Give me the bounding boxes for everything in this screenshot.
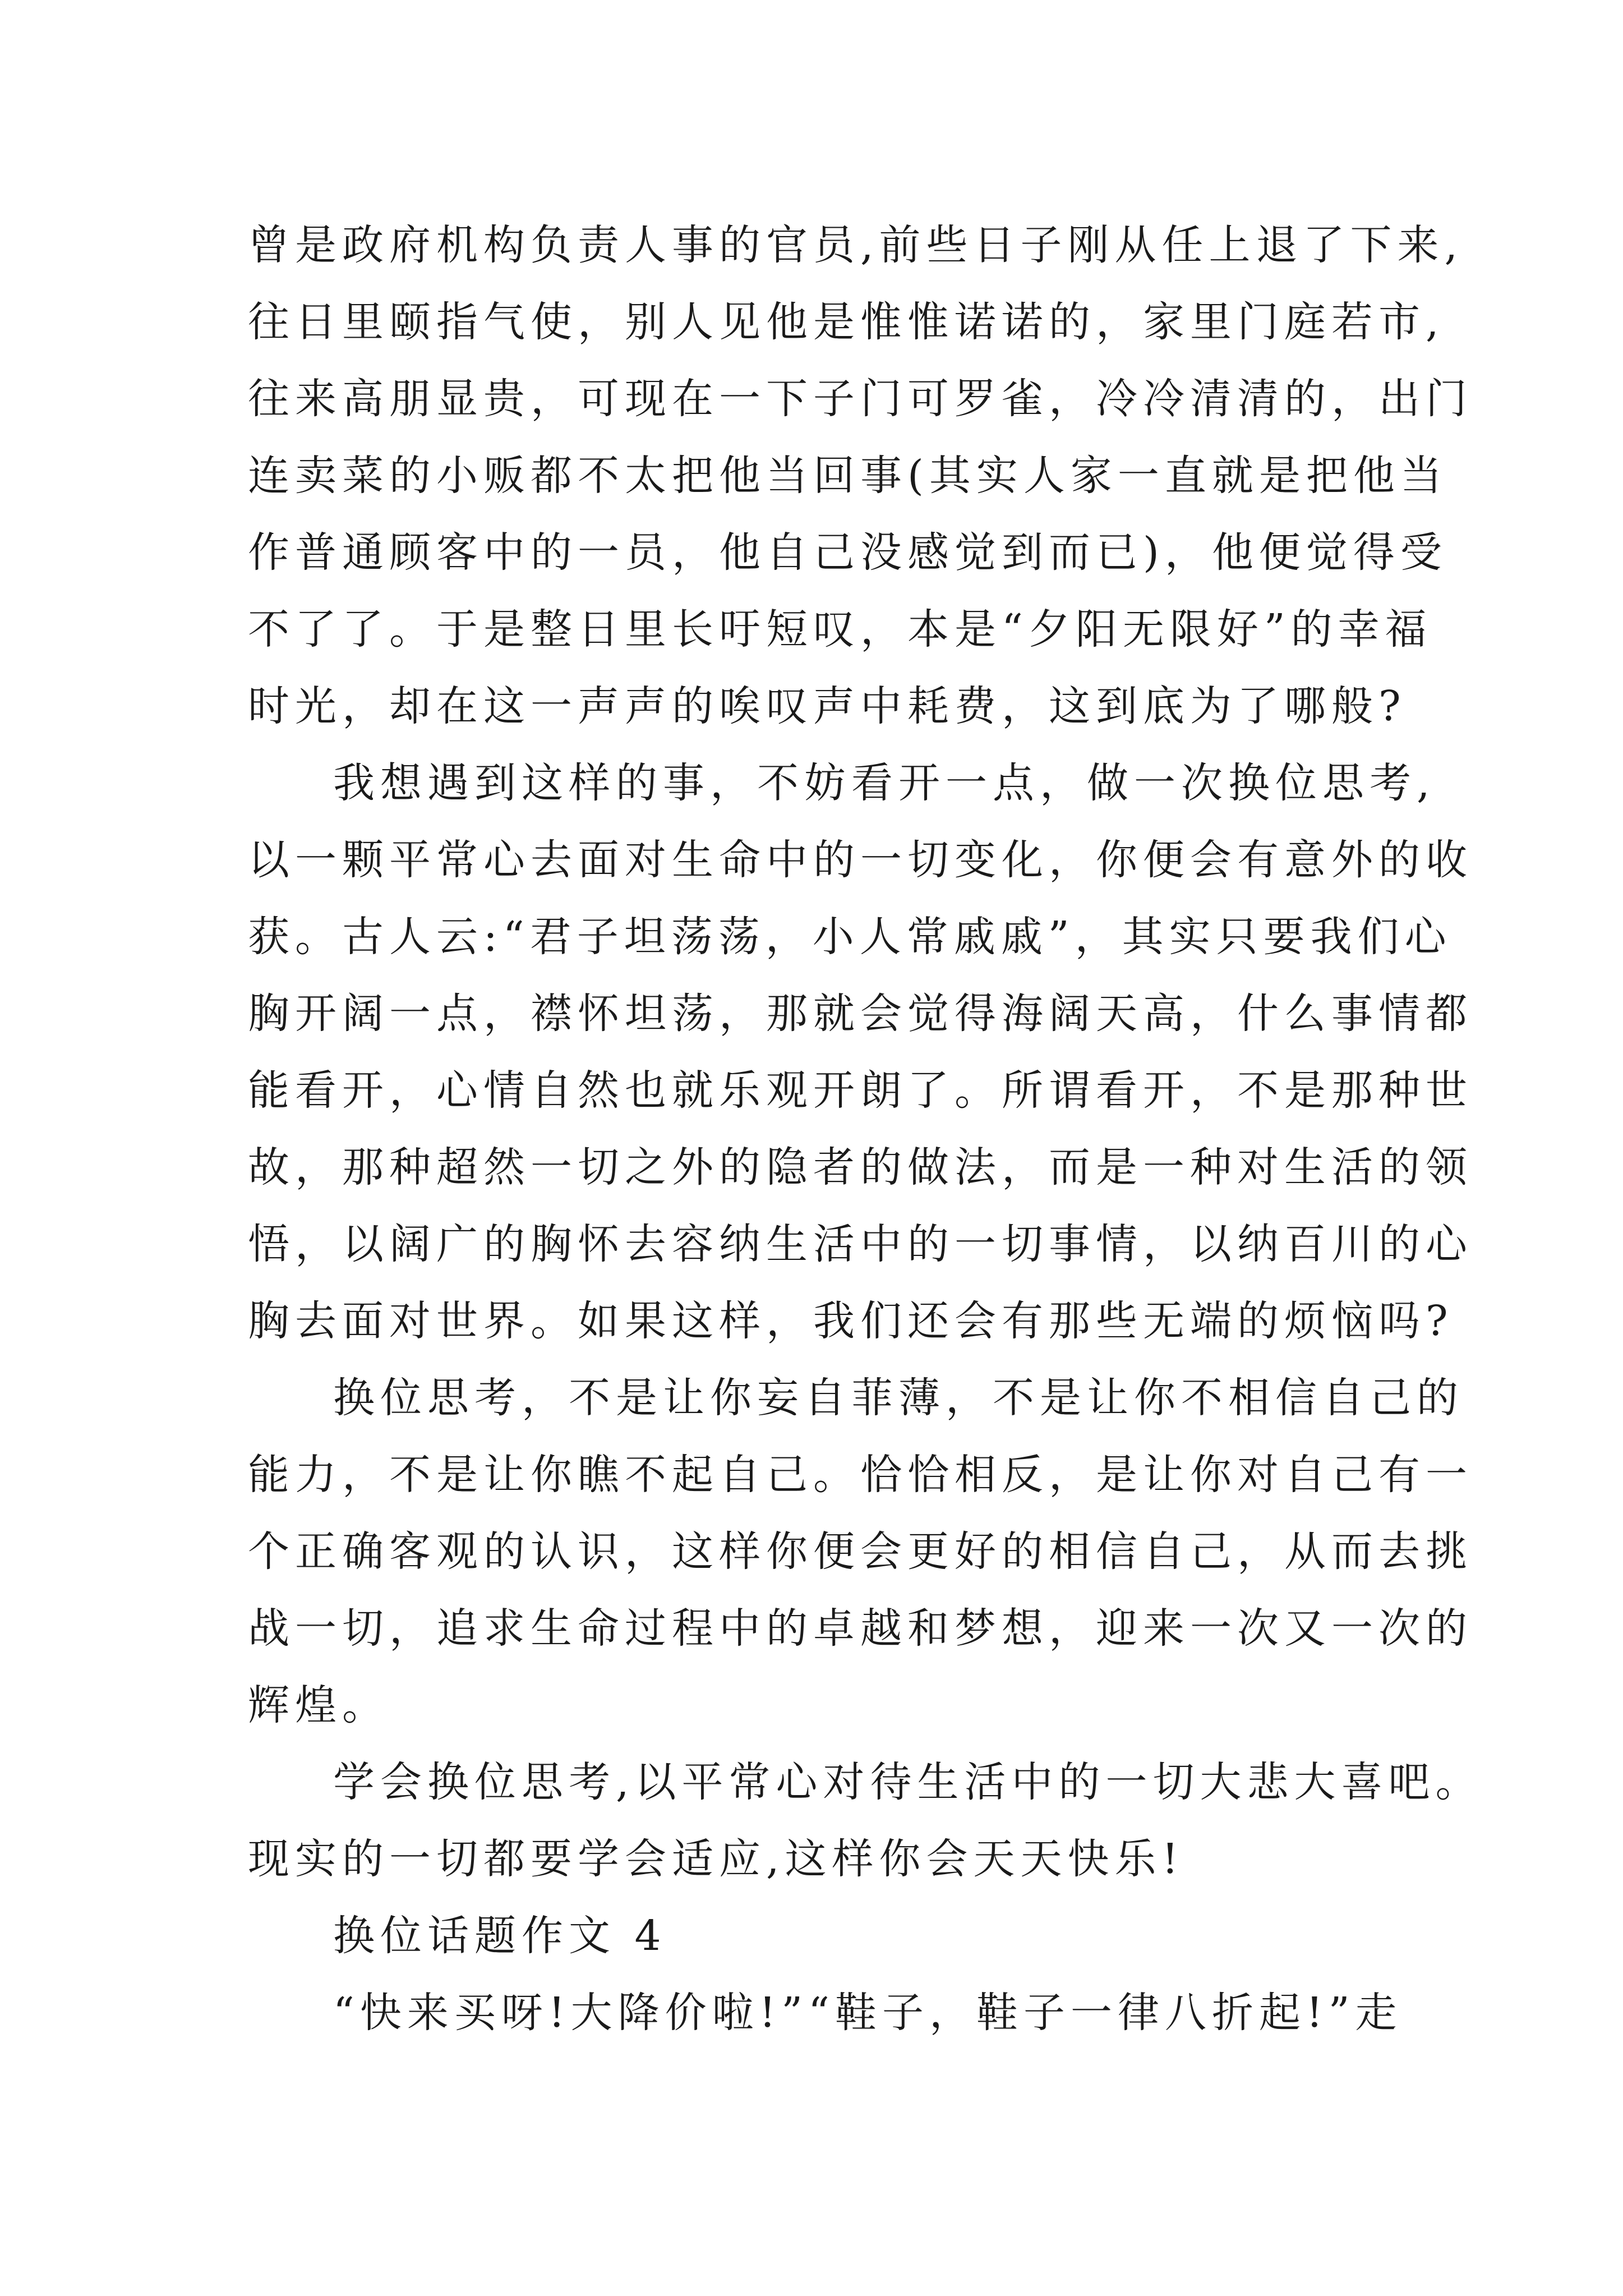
text-line: 以一颗平常心去面对生命中的一切变化，你便会有意外的收 (248, 836, 1473, 884)
text-line: 曾是政府机构负责人事的官员,前些日子刚从任上退了下来, (248, 221, 1464, 269)
text-line: 能力，不是让你瞧不起自己。恰恰相反，是让你对自己有一 (248, 1451, 1473, 1499)
paragraph-start-line: “快来买呀!大降价啦!”“鞋子，鞋子一律八折起!”走 (333, 1989, 1403, 2037)
text-line: 获。古人云:“君子坦荡荡，小人常戚戚”，其实只要我们心 (248, 913, 1452, 961)
text-line: 往日里颐指气使，别人见他是惟惟诺诺的，家里门庭若市, (248, 298, 1445, 346)
text-line: 故，那种超然一切之外的隐者的做法，而是一种对生活的领 (248, 1143, 1473, 1191)
section-heading: 换位话题作文 4 (333, 1912, 667, 1960)
text-line: 胸去面对世界。如果这样，我们还会有那些无端的烦恼吗? (248, 1297, 1454, 1345)
text-line: 往来高朋显贵，可现在一下子门可罗雀，冷冷清清的，出门 (248, 375, 1473, 423)
paragraph-start-line: 学会换位思考,以平常心对待生活中的一切大悲大喜吧。 (333, 1758, 1483, 1806)
paragraph-start-line: 我想遇到这样的事，不妨看开一点，做一次换位思考, (333, 759, 1436, 807)
text-line: 时光，却在这一声声的唉叹声中耗费，这到底为了哪般? (248, 682, 1407, 730)
text-line: 悟，以阔广的胸怀去容纳生活中的一切事情，以纳百川的心 (248, 1220, 1473, 1268)
text-line: 现实的一切都要学会适应,这样你会天天快乐! (248, 1835, 1184, 1883)
text-line: 连卖菜的小贩都不太把他当回事(其实人家一直就是把他当 (248, 452, 1447, 500)
text-line: 作普通顾客中的一员，他自己没感觉到而已)，他便觉得受 (248, 528, 1447, 577)
text-line: 个正确客观的认识，这样你便会更好的相信自己，从而去挑 (248, 1527, 1473, 1576)
text-line: 胸开阔一点，襟怀坦荡，那就会觉得海阔天高，什么事情都 (248, 990, 1473, 1038)
text-line: 辉煌。 (248, 1681, 389, 1729)
text-line: 能看开，心情自然也就乐观开朗了。所谓看开，不是那种世 (248, 1066, 1473, 1115)
text-line: 战一切，追求生命过程中的卓越和梦想，迎来一次又一次的 (248, 1604, 1473, 1653)
paragraph-start-line: 换位思考，不是让你妄自菲薄，不是让你不相信自己的 (333, 1374, 1464, 1422)
text-line: 不了了。于是整日里长吁短叹，本是“夕阳无限好”的幸福 (248, 605, 1432, 654)
